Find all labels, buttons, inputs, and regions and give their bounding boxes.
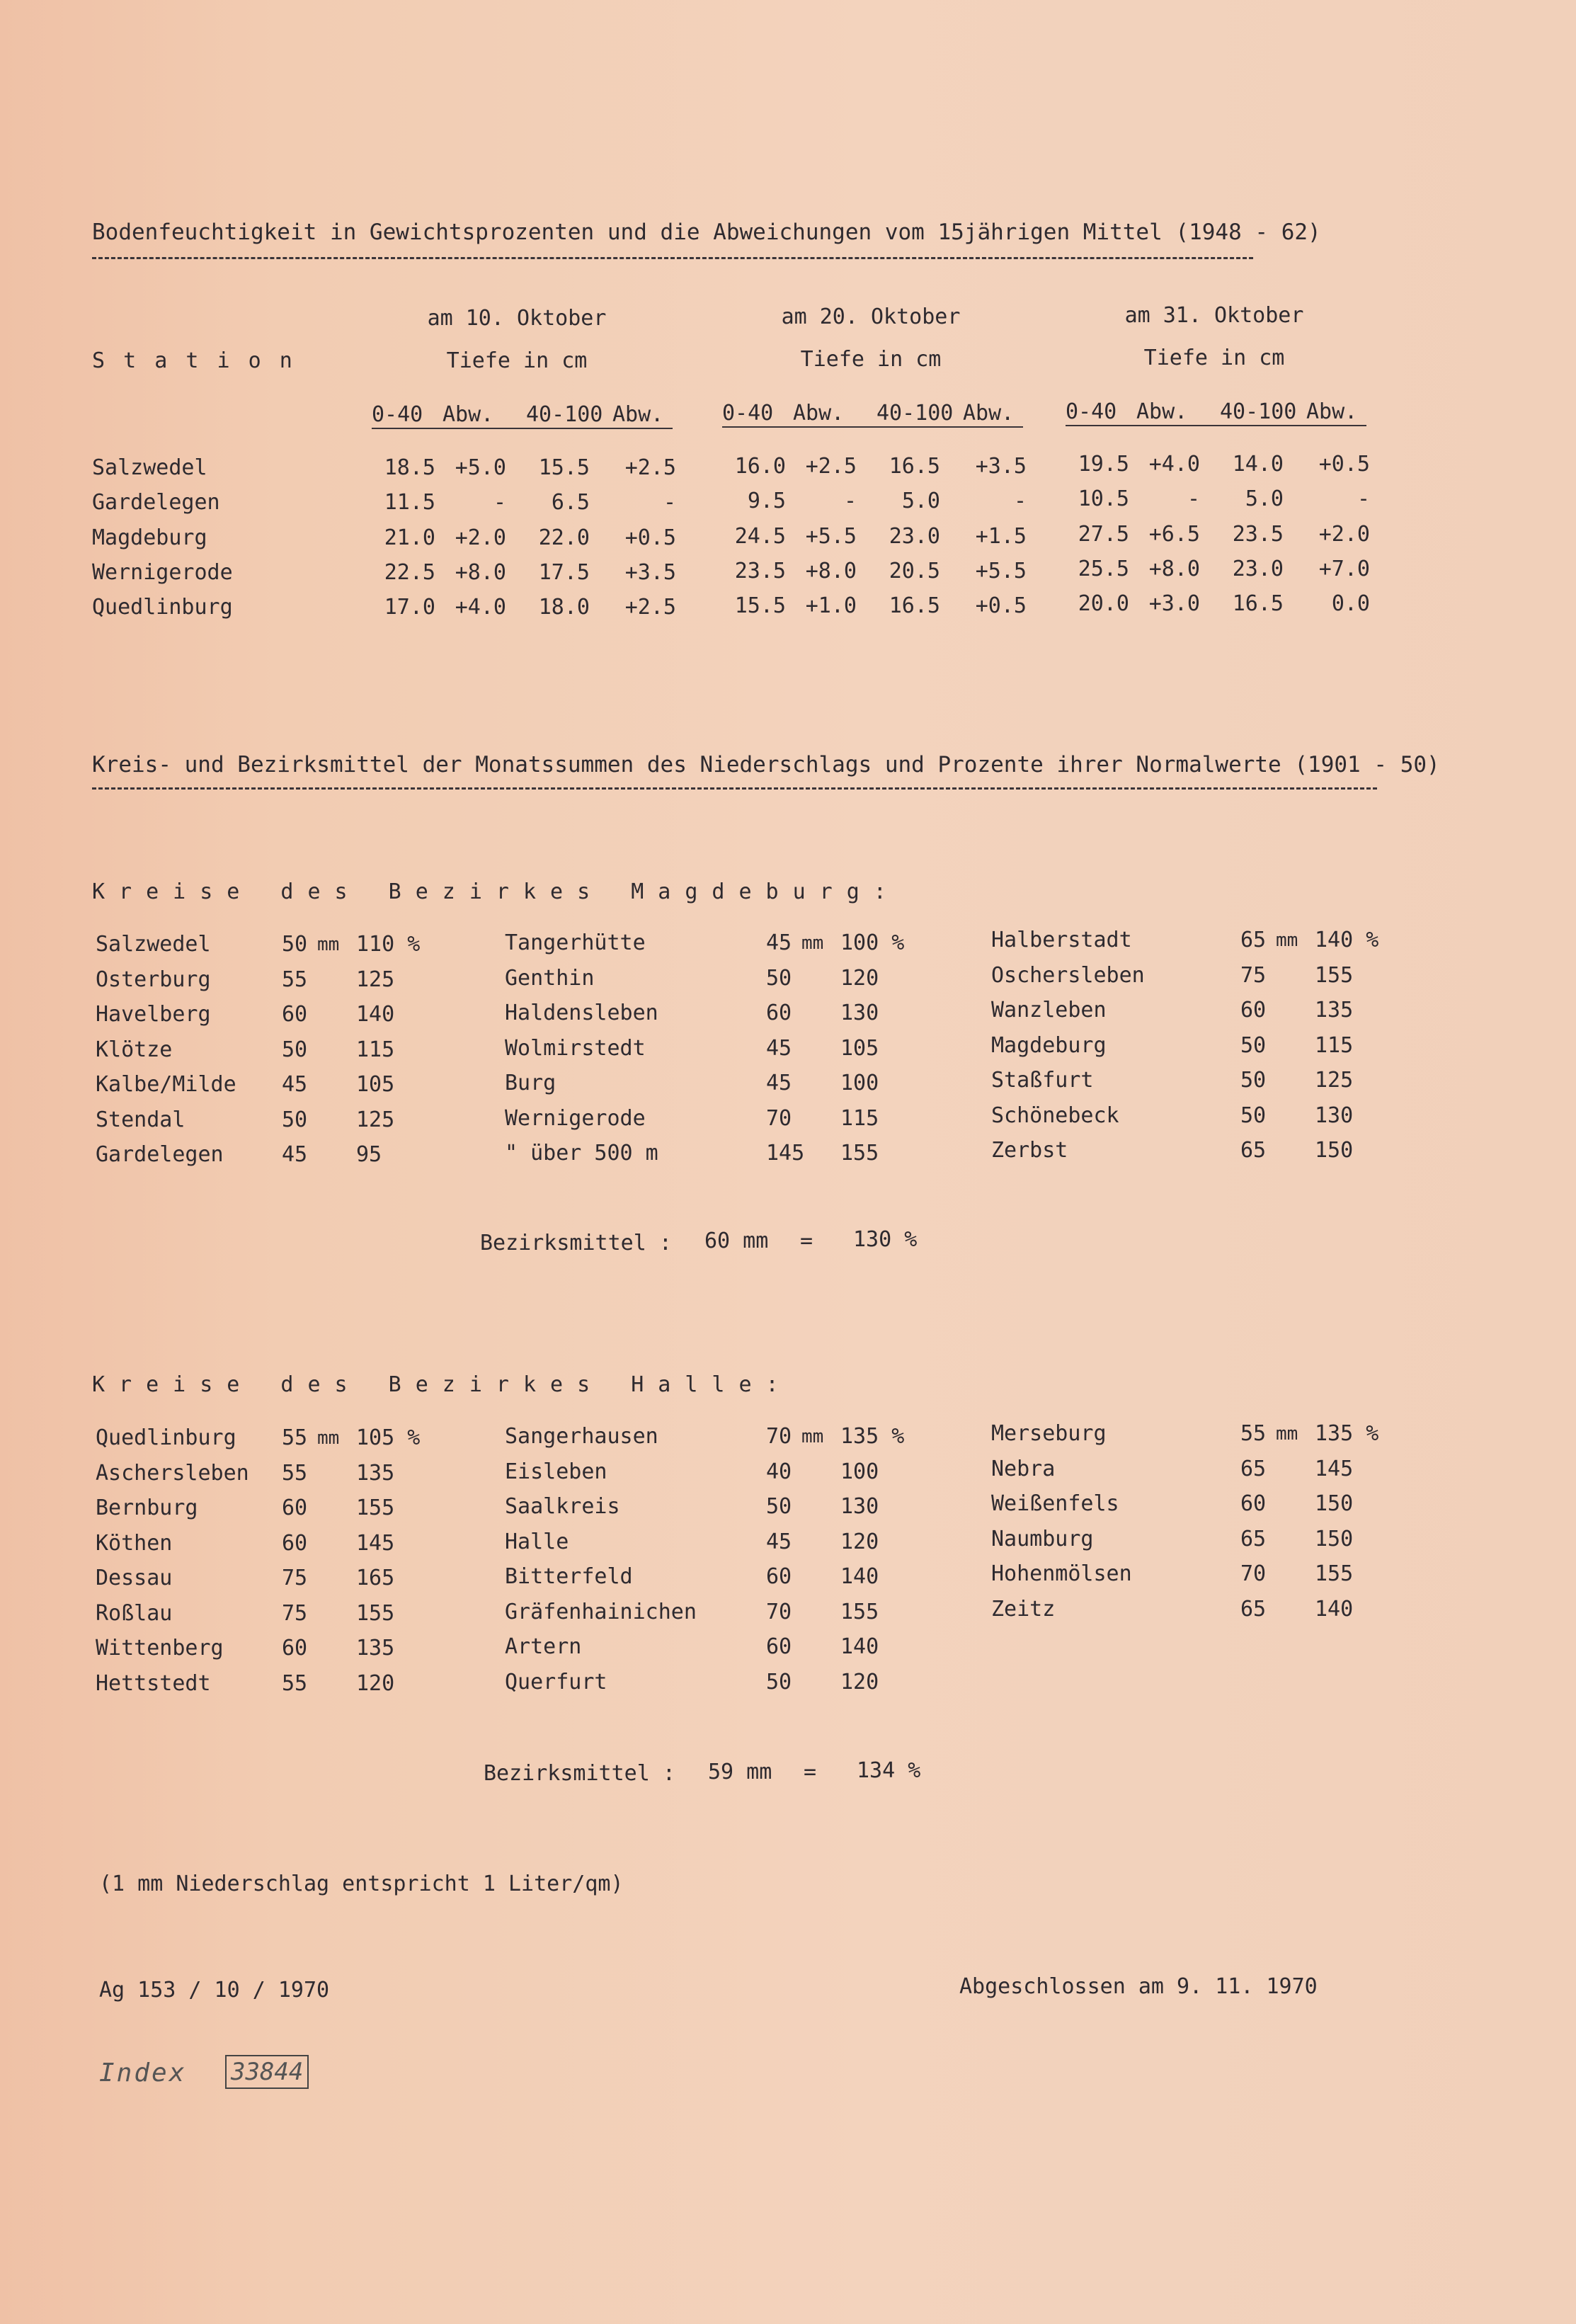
district-name: Gräfenhainichen [505, 1599, 697, 1624]
precip-percent: 150 [1315, 1491, 1354, 1516]
soil-value: 16.5 [889, 454, 940, 479]
district-name: Staßfurt [991, 1068, 1094, 1093]
soil-value: 22.5 [384, 560, 435, 585]
district-name: Wernigerode [505, 1105, 646, 1131]
district-name: Merseburg [991, 1421, 1107, 1446]
district-name: Hohenmölsen [991, 1561, 1132, 1586]
soil-value: +2.5 [624, 455, 676, 480]
district-name: Burg [505, 1071, 556, 1095]
district-name: Quedlinburg [96, 1425, 236, 1450]
soil-value: +8.0 [805, 559, 857, 583]
soil-value: 17.5 [538, 560, 590, 585]
district-name: Aschersleben [96, 1460, 249, 1486]
precip-mm: 45 [766, 1071, 792, 1095]
soil-value: 23.5 [1232, 522, 1284, 547]
soil-value: +0.5 [975, 593, 1027, 618]
district-name: Saalkreis [505, 1494, 620, 1519]
soil-value: 23.5 [734, 559, 786, 583]
precip-mm: 45 [766, 930, 792, 955]
soil-value: +3.5 [624, 560, 676, 585]
soil-value: 27.5 [1078, 522, 1129, 547]
soil-value: 15.5 [734, 593, 786, 618]
district-name: Zerbst [991, 1138, 1068, 1163]
precip-mm: 70 [1240, 1561, 1267, 1586]
district-name: Hettstedt [96, 1670, 211, 1696]
halle-mean-label: Bezirksmittel : [484, 1761, 675, 1786]
soil-value: 10.5 [1078, 486, 1129, 511]
precip-percent: 125 [356, 967, 395, 992]
depth-subheader: Abw. [442, 402, 494, 427]
district-name: Bitterfeld [505, 1564, 633, 1589]
precip-percent: 155 [1315, 962, 1354, 988]
precip-percent: 120 [840, 1529, 879, 1554]
precip-percent: 130 [840, 1494, 879, 1519]
precip-unit: mm [801, 933, 824, 954]
district-name: Querfurt [505, 1669, 607, 1694]
precip-percent: 120 [840, 965, 879, 991]
precip-percent: 100 [840, 1071, 879, 1095]
precip-mm: 65 [1240, 928, 1267, 952]
magdeburg-heading: Kreise des Bezirkes Magdeburg: [92, 879, 901, 904]
precip-percent: 140 [356, 1002, 395, 1027]
precip-mm: 45 [282, 1142, 308, 1167]
soil-value: - [493, 490, 506, 515]
depth-subheader: Abw. [793, 401, 845, 426]
precip-mm: 55 [282, 1425, 308, 1450]
precip-mm: 70 [766, 1599, 792, 1624]
precip-mm: 60 [282, 1496, 308, 1520]
precip-percent: 145 [1315, 1456, 1354, 1481]
date-2: am 20. Oktober [781, 304, 961, 329]
precip-mm: 75 [1240, 962, 1267, 988]
precip-unit: mm [317, 1428, 340, 1449]
district-name: Halle [505, 1529, 569, 1554]
soil-value: 16.5 [889, 593, 940, 618]
precip-percent: 165 [356, 1566, 395, 1590]
soil-value: 18.0 [538, 595, 590, 620]
soil-value: +3.5 [975, 454, 1027, 479]
depth-3: Tiefe in cm [1143, 346, 1285, 370]
soil-value: +8.0 [455, 560, 506, 585]
precip-mm: 65 [1240, 1596, 1267, 1622]
soil-value: +2.0 [455, 525, 506, 550]
precip-percent: 120 [840, 1669, 879, 1694]
soil-value: 9.5 [747, 489, 786, 513]
station-name: Quedlinburg [92, 595, 233, 620]
soil-value: 5.0 [901, 489, 940, 513]
soil-value: 6.5 [551, 490, 590, 515]
depth-subheader: Abw. [612, 402, 664, 427]
soil-value: +5.0 [455, 455, 506, 480]
district-name: Halberstadt [991, 928, 1132, 952]
date-1: am 10. Oktober [427, 306, 607, 331]
precip-mm: 60 [282, 1002, 308, 1027]
precip-mm: 50 [766, 1669, 792, 1694]
index-number-stamp: 33844 [225, 2055, 309, 2089]
district-name: Salzwedel [96, 932, 211, 957]
precip-mm: 65 [1240, 1138, 1267, 1163]
soil-value: - [1357, 486, 1370, 511]
soil-value: +7.0 [1318, 557, 1370, 581]
precip-mm: 60 [766, 1634, 792, 1659]
precip-unit: mm [801, 1426, 824, 1447]
precip-percent: 155 [840, 1599, 879, 1624]
precip-mm: 75 [282, 1600, 308, 1626]
district-name: Weißenfels [991, 1491, 1119, 1516]
precip-mm: 50 [282, 932, 308, 957]
district-name: Wolmirstedt [505, 1035, 646, 1061]
precip-mm: 75 [282, 1566, 308, 1590]
precip-percent: 105 [840, 1035, 879, 1061]
soil-value: +0.5 [624, 525, 676, 550]
magdeburg-mean-label: Bezirksmittel : [480, 1231, 672, 1255]
precip-mm: 145 [766, 1141, 805, 1166]
precip-percent: 135 [356, 1636, 395, 1661]
district-name: Nebra [991, 1456, 1056, 1481]
precip-mm: 55 [282, 1460, 308, 1486]
precip-mm: 45 [282, 1072, 308, 1097]
precip-percent: 155 [1315, 1561, 1354, 1586]
precip-percent: 155 [356, 1496, 395, 1520]
soil-value: 22.0 [538, 525, 590, 550]
halle-heading: Kreise des Bezirkes Halle: [92, 1372, 793, 1397]
soil-value: +2.0 [1318, 522, 1370, 547]
district-name: Magdeburg [991, 1032, 1107, 1058]
soil-value: 25.5 [1078, 557, 1129, 581]
district-name: Artern [505, 1634, 582, 1659]
halle-mean-mm: 59 mm [708, 1760, 772, 1784]
soil-value: - [663, 490, 676, 515]
district-name: " über 500 m [505, 1141, 658, 1166]
precip-mm: 50 [282, 1107, 308, 1132]
magdeburg-mean-eq: = [800, 1229, 813, 1253]
precip-mm: 60 [1240, 1491, 1267, 1516]
precip-percent: 140 [1315, 1596, 1354, 1622]
precip-percent: 105 % [356, 1425, 421, 1450]
precip-unit: mm [317, 934, 340, 955]
precip-mm: 55 [1240, 1421, 1267, 1446]
precip-mm: 45 [766, 1529, 792, 1554]
precip-percent: 100 % [840, 930, 905, 955]
index-label: Index [99, 2058, 187, 2087]
precip-mm: 70 [766, 1424, 792, 1449]
precip-mm: 65 [1240, 1456, 1267, 1481]
soil-value: 20.5 [889, 559, 940, 583]
precip-percent: 95 [356, 1142, 382, 1167]
soil-title: Bodenfeuchtigkeit in Gewichtsprozenten und die Abweichungen vom 15jährigen Mittel (1948 - 62) [92, 220, 1321, 245]
date-3: am 31. Oktober [1124, 303, 1304, 328]
soil-value: +4.0 [455, 595, 506, 620]
soil-value: +5.5 [975, 559, 1027, 583]
soil-value: +4.0 [1148, 452, 1200, 477]
district-name: Schönebeck [991, 1103, 1119, 1128]
soil-value: 11.5 [384, 490, 435, 515]
precip-percent: 125 [356, 1107, 395, 1132]
depth-subheader: Abw. [1136, 399, 1188, 424]
soil-value: 23.0 [1232, 557, 1284, 581]
district-name: Sangerhausen [505, 1424, 658, 1449]
district-name: Wanzleben [991, 998, 1107, 1023]
station-name: Magdeburg [92, 525, 207, 550]
depth-subheader: 40-100 [526, 402, 603, 427]
station-name: Salzwedel [92, 455, 207, 480]
precip-percent: 110 % [356, 932, 421, 957]
unit-note: (1 mm Niederschlag entspricht 1 Liter/qm) [99, 1872, 624, 1896]
soil-value: +0.5 [1318, 452, 1370, 477]
soil-title-underline [92, 257, 1253, 259]
precip-mm: 60 [766, 1564, 792, 1589]
district-name: Roßlau [96, 1600, 173, 1626]
precip-mm: 50 [1240, 1032, 1267, 1058]
precip-mm: 55 [282, 967, 308, 992]
precip-percent: 135 [356, 1460, 395, 1486]
district-name: Zeitz [991, 1596, 1056, 1622]
soil-value: +2.5 [624, 595, 676, 620]
soil-value: 19.5 [1078, 452, 1129, 477]
precip-percent: 100 [840, 1459, 879, 1484]
precip-percent: 140 [840, 1564, 879, 1589]
precip-percent: 130 [1315, 1103, 1354, 1128]
soil-value: 20.0 [1078, 591, 1129, 616]
soil-value: +2.5 [805, 454, 857, 479]
precip-mm: 50 [1240, 1103, 1267, 1128]
soil-value: - [1013, 489, 1027, 513]
district-name: Osterburg [96, 967, 211, 992]
halle-mean-pct: 134 % [857, 1758, 921, 1783]
district-name: Wittenberg [96, 1636, 224, 1661]
district-name: Köthen [96, 1530, 173, 1556]
precip-title-underline [92, 787, 1377, 790]
soil-value: 14.0 [1232, 452, 1284, 477]
precip-mm: 60 [1240, 998, 1267, 1023]
precip-mm: 45 [766, 1035, 792, 1061]
precip-percent: 150 [1315, 1526, 1354, 1551]
depth-subheader: 0-40 [372, 402, 423, 427]
soil-value: 24.5 [734, 524, 786, 549]
precip-mm: 70 [766, 1105, 792, 1131]
district-name: Genthin [505, 965, 595, 991]
district-name: Kalbe/Milde [96, 1072, 236, 1097]
soil-value: 16.5 [1232, 591, 1284, 616]
precip-percent: 150 [1315, 1138, 1354, 1163]
precip-percent: 155 [840, 1141, 879, 1166]
soil-value: 17.0 [384, 595, 435, 620]
depth-subheader: 0-40 [1066, 399, 1117, 424]
precip-percent: 105 [356, 1072, 395, 1097]
district-name: Haldensleben [505, 1001, 658, 1025]
soil-value: 15.5 [538, 455, 590, 480]
document-reference: Ag 153 / 10 / 1970 [99, 1978, 330, 2003]
precip-percent: 140 [840, 1634, 879, 1659]
precip-percent: 130 [840, 1001, 879, 1025]
precip-percent: 155 [356, 1600, 395, 1626]
district-name: Havelberg [96, 1002, 211, 1027]
subheader-underline [722, 426, 1023, 428]
subheader-underline [372, 428, 673, 429]
depth-subheader: Abw. [963, 401, 1015, 426]
station-name: Wernigerode [92, 560, 233, 585]
magdeburg-mean-pct: 130 % [853, 1227, 918, 1252]
precip-mm: 60 [766, 1001, 792, 1025]
station-label: S t a t i o n [92, 348, 295, 373]
precip-percent: 115 [1315, 1032, 1354, 1058]
district-name: Klötze [96, 1037, 173, 1062]
closing-date: Abgeschlossen am 9. 11. 1970 [959, 1974, 1318, 1999]
district-name: Dessau [96, 1566, 173, 1590]
soil-value: +5.5 [805, 524, 857, 549]
precip-unit: mm [1276, 1423, 1298, 1445]
soil-value: 23.0 [889, 524, 940, 549]
precip-percent: 140 % [1315, 928, 1379, 952]
precip-mm: 50 [766, 965, 792, 991]
depth-subheader: 40-100 [876, 401, 954, 426]
station-name: Gardelegen [92, 490, 220, 515]
precip-mm: 50 [282, 1037, 308, 1062]
district-name: Gardelegen [96, 1142, 224, 1167]
district-name: Bernburg [96, 1496, 198, 1520]
magdeburg-mean-mm: 60 mm [704, 1229, 769, 1253]
soil-value: 16.0 [734, 454, 786, 479]
soil-value: 0.0 [1331, 591, 1370, 616]
precip-mm: 55 [282, 1670, 308, 1696]
precip-percent: 135 % [1315, 1421, 1379, 1446]
precip-percent: 145 [356, 1530, 395, 1556]
halle-mean-eq: = [804, 1760, 817, 1784]
precip-mm: 60 [282, 1530, 308, 1556]
depth-subheader: 40-100 [1220, 399, 1297, 424]
soil-value: 18.5 [384, 455, 435, 480]
soil-value: +8.0 [1148, 557, 1200, 581]
precip-percent: 115 [356, 1037, 395, 1062]
precip-mm: 60 [282, 1636, 308, 1661]
precip-percent: 135 % [840, 1424, 905, 1449]
depth-2: Tiefe in cm [800, 347, 942, 372]
precip-percent: 115 [840, 1105, 879, 1131]
precip-mm: 50 [766, 1494, 792, 1519]
precip-unit: mm [1276, 930, 1298, 951]
depth-subheader: Abw. [1306, 399, 1358, 424]
district-name: Naumburg [991, 1526, 1094, 1551]
soil-value: +6.5 [1148, 522, 1200, 547]
soil-value: - [1187, 486, 1200, 511]
precip-mm: 40 [766, 1459, 792, 1484]
precip-mm: 50 [1240, 1068, 1267, 1093]
soil-value: +1.5 [975, 524, 1027, 549]
soil-value: +3.0 [1148, 591, 1200, 616]
soil-value: - [843, 489, 857, 513]
district-name: Stendal [96, 1107, 185, 1132]
precip-percent: 125 [1315, 1068, 1354, 1093]
soil-value: +1.0 [805, 593, 857, 618]
soil-value: 5.0 [1245, 486, 1284, 511]
soil-value: 21.0 [384, 525, 435, 550]
precip-title: Kreis- und Bezirksmittel der Monatssummen des Niederschlags und Prozente ihrer Normalwerte (1901 - 50) [92, 752, 1440, 777]
precip-percent: 120 [356, 1670, 395, 1696]
district-name: Eisleben [505, 1459, 607, 1484]
depth-subheader: 0-40 [722, 401, 774, 426]
district-name: Oschersleben [991, 962, 1145, 988]
district-name: Tangerhütte [505, 930, 646, 955]
subheader-underline [1066, 425, 1366, 426]
precip-mm: 65 [1240, 1526, 1267, 1551]
precip-percent: 135 [1315, 998, 1354, 1023]
depth-1: Tiefe in cm [446, 348, 588, 373]
